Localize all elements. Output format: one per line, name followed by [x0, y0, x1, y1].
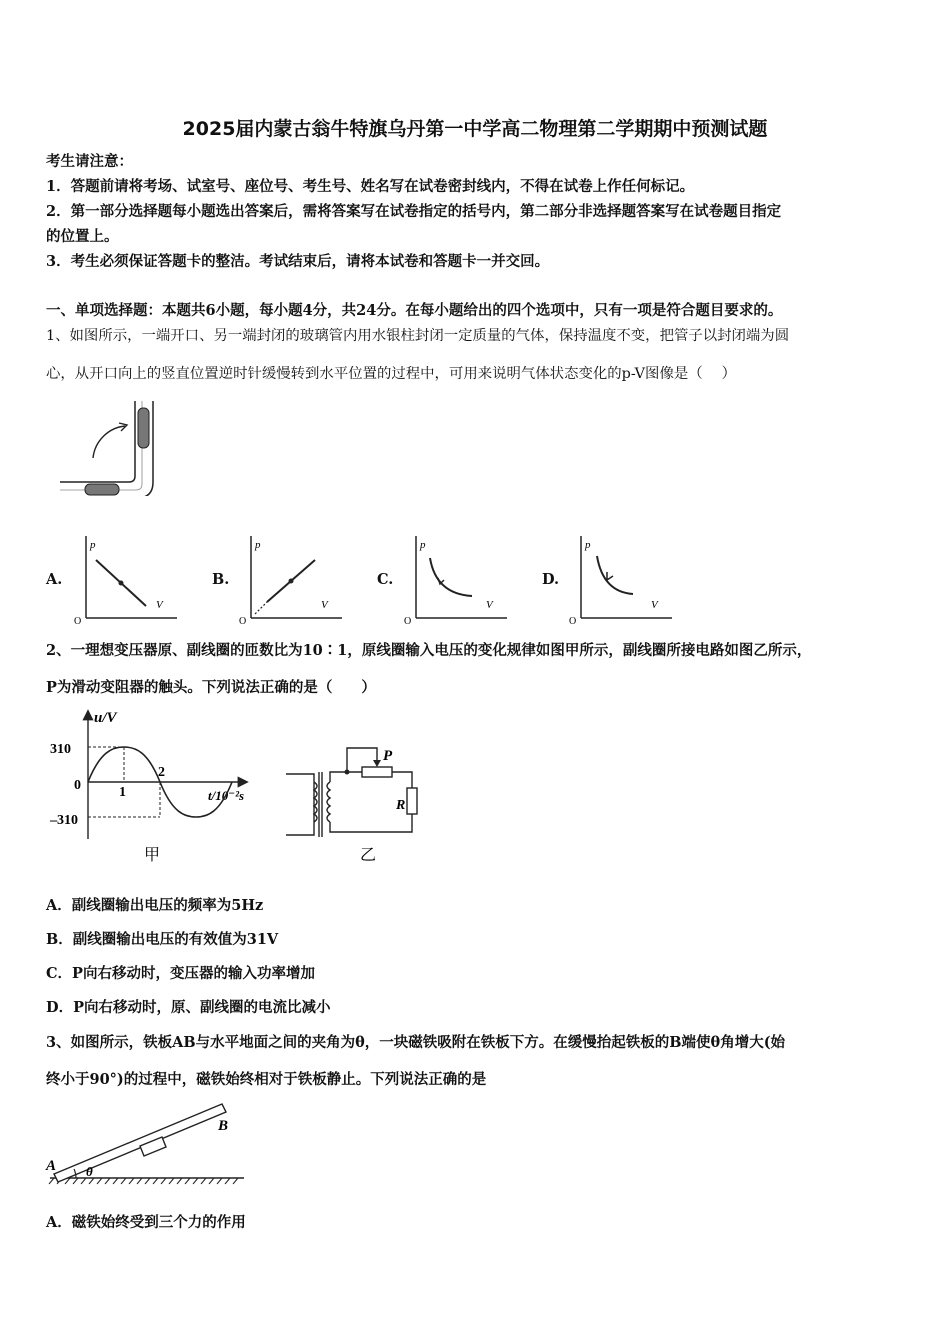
x-axis-label: t/10⁻²s	[208, 788, 245, 803]
q2-option-a: A．副线圈输出电压的频率为5Hz	[46, 897, 264, 914]
page-title: 2025届内蒙古翁牛特旗乌丹第一中学高二物理第二学期期中预测试题	[182, 118, 768, 140]
axis-p-label: p	[90, 539, 96, 551]
axis-p-label: p	[255, 539, 261, 551]
q1-option-d-label: D.	[542, 571, 560, 588]
q3-text-line1: 3、如图所示，铁板AB与水平地面之间的夹角为θ，一块磁铁吸附在铁板下方。在缓慢抬起铁板的B端使θ角增大(始	[46, 1034, 786, 1051]
origin-label: O	[74, 616, 82, 625]
axis-p-label: p	[585, 539, 591, 551]
q2-voltage-graph	[46, 704, 266, 869]
notice-item-2: 2．第一部分选择题每小题选出答案后，需将答案写在试卷指定的括号内，第二部分非选择题答案写在试卷题目指定	[46, 203, 782, 220]
origin-label: O	[404, 616, 412, 625]
y-tick-0: 0	[74, 778, 81, 793]
q2-option-c: C．P向右移动时，变压器的输入功率增加	[46, 965, 315, 982]
axis-v-label: V	[321, 599, 328, 611]
notice-item-2-cont: 的位置上。	[46, 228, 119, 245]
y-axis-label: u/V	[94, 710, 117, 726]
axis-v-label: V	[651, 599, 658, 611]
q1-option-a-label: A.	[46, 571, 63, 588]
q2-text-line1: 2、一理想变压器原、副线圈的匝数比为10∶1，原线圈输入电压的变化规律如图甲所示，副线圈所接电路如图乙所示，	[46, 642, 812, 659]
q3-text-line2: 终小于90°)的过程中，磁铁始终相对于铁板静止。下列说法正确的是	[46, 1071, 487, 1088]
axis-p-label: p	[420, 539, 426, 551]
y-tick-310: 310	[50, 742, 71, 757]
origin-label: O	[569, 616, 577, 625]
q1-text-line2: 心，从开口向上的竖直位置逆时针缓慢转到水平位置的过程中，可用来说明气体状态变化的p-V图像是（ ）	[46, 366, 736, 382]
x-tick-2: 2	[158, 765, 165, 780]
q1-graph-b	[237, 530, 347, 625]
axis-v-label: V	[486, 599, 493, 611]
label-r: R	[396, 798, 406, 813]
q2-option-b: B．副线圈输出电压的有效值为31V	[46, 931, 279, 948]
x-tick-1: 1	[119, 785, 126, 800]
q1-option-b-label: B.	[212, 571, 230, 588]
section-1-heading: 一、单项选择题：本题共6小题，每小题4分，共24分。在每小题给出的四个选项中，只有一项是符合题目要求的。	[46, 302, 783, 319]
label-theta: θ	[86, 1164, 93, 1179]
q2-circuit-diagram	[282, 740, 452, 870]
caption-yi: 乙	[360, 847, 377, 864]
q3-option-a: A．磁铁始终受到三个力的作用	[46, 1214, 246, 1231]
y-tick-neg310: –310	[50, 813, 78, 828]
label-b: B	[218, 1118, 229, 1134]
q1-tube-figure	[55, 396, 160, 496]
axis-v-label: V	[156, 599, 163, 611]
origin-label: O	[239, 616, 247, 625]
label-a: A	[46, 1158, 57, 1174]
q2-text-line2: P为滑动变阻器的触头。下列说法正确的是（ ）	[46, 679, 376, 696]
caption-jia: 甲	[144, 847, 161, 864]
q2-option-d: D．P向右移动时，原、副线圈的电流比减小	[46, 999, 331, 1016]
q1-graph-d	[567, 530, 677, 625]
notice-item-3: 3．考生必须保证答题卡的整洁。考试结束后，请将本试卷和答题卡一并交回。	[46, 253, 550, 270]
q1-graph-a	[72, 530, 182, 625]
notice-heading: 考生请注意：	[46, 153, 133, 170]
q3-iron-plate-figure	[44, 1098, 254, 1186]
q1-option-c-label: C.	[377, 571, 394, 588]
notice-item-1: 1．答题前请将考场、试室号、座位号、考生号、姓名写在试卷密封线内，不得在试卷上作任何标记。	[46, 178, 695, 195]
q1-graph-c	[402, 530, 512, 625]
q1-text-line1: 1、如图所示，一端开口、另一端封闭的玻璃管内用水银柱封闭一定质量的气体，保持温度不变，把管子以封闭端为圆	[46, 328, 790, 344]
label-p: P	[383, 748, 393, 764]
